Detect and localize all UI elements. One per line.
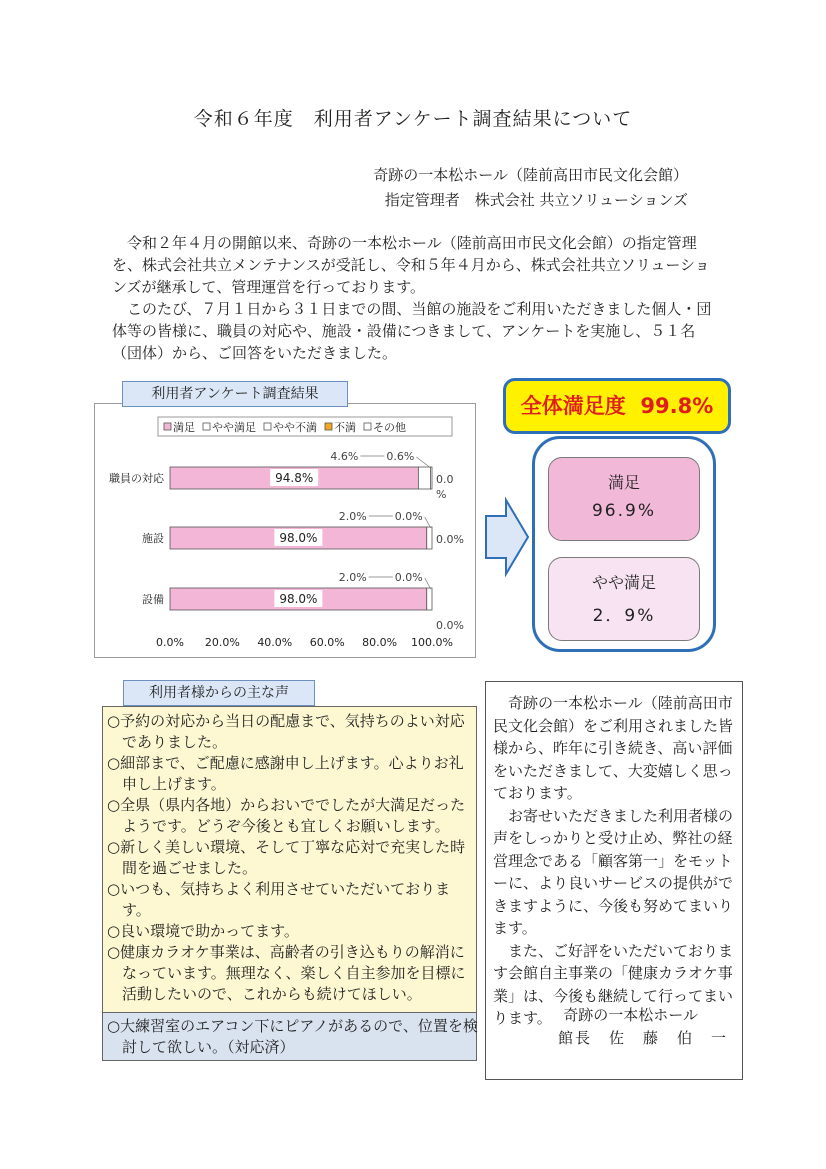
overall-satisfaction-badge — [503, 378, 731, 434]
page-title: 令和６年度 利用者アンケート調査結果について — [193, 108, 633, 130]
satisfied-box — [548, 457, 700, 541]
x-tick-label: 100.0% — [411, 636, 453, 649]
satisfied-label: 満足 — [607, 473, 640, 492]
x-tick-label: 0.0% — [156, 636, 184, 649]
data-label: 0.0% — [436, 533, 464, 546]
bar-segment — [427, 588, 432, 610]
data-label: 98.0% — [279, 592, 318, 606]
arrow-right-icon — [482, 496, 532, 578]
user-voices-label: 利用者様からの主な声 — [123, 680, 315, 706]
message-paragraph: お寄せいただきました利用者様の声をしっかりと受け止め、弊社の経営理念である「顧客第一」をモットーに、より良いサービスの提供ができますように、今後も努めてまいります。 — [493, 806, 734, 937]
chart-axis — [156, 636, 453, 649]
legend-label: 満足 — [173, 421, 195, 434]
data-label: 2.0% — [338, 571, 367, 584]
overall-label: 全体満足度 — [520, 394, 626, 418]
manager-message-box — [485, 681, 743, 1080]
satisfied-value: 96.9% — [591, 501, 656, 521]
x-tick-label: 40.0% — [257, 636, 293, 649]
manager-message — [493, 692, 739, 1030]
category-label: 施設 — [142, 532, 164, 545]
data-label: 94.8% — [275, 471, 314, 485]
legend-swatch — [264, 423, 271, 430]
bar-segment — [418, 467, 430, 489]
intro-text — [112, 232, 724, 364]
legend-swatch — [325, 423, 332, 430]
legend-swatch — [164, 423, 171, 430]
x-tick-label: 20.0% — [204, 636, 240, 649]
data-label: 0.0% — [394, 571, 423, 584]
legend-label: 不満 — [334, 421, 356, 434]
leader-line — [425, 517, 431, 528]
intro-paragraph: このたび、７月１日から３１日までの間、当館の施設をご利用いただきました個人・団体等の皆様に、職員の対応や、施設・設備につきまして、アンケートを実施し、５１名（団体）から、ご回答をいただきました。 — [112, 300, 712, 362]
data-label: 0.0% — [394, 510, 423, 523]
user-voices-box — [102, 706, 477, 1013]
designated-manager: 指定管理者 株式会社 共立ソリューションズ — [384, 191, 688, 209]
list-item: ○いつも、気持ちよく利用させていただいております。 — [107, 880, 451, 919]
user-voice-extra-box — [102, 1012, 477, 1061]
legend-swatch — [364, 423, 371, 430]
message-paragraph: また、ご好評をいただいております会館自主事業の「健康カラオケ事業」は、今後も継続して行ってまいります。 — [493, 941, 734, 1027]
leader-line — [425, 578, 431, 589]
data-label: % — [436, 488, 447, 501]
list-item: ○大練習室のエアコン下にピアノがあるので、位置を検討して欲しい。（対応済） — [107, 1017, 478, 1056]
legend-label: その他 — [373, 421, 406, 434]
user-voices-list — [107, 711, 473, 1005]
somewhat-satisfied-value: 2．9% — [592, 606, 656, 626]
data-label: 0.0 — [436, 473, 454, 486]
somewhat-satisfied-label: やや満足 — [591, 573, 656, 592]
legend-label: やや満足 — [212, 421, 256, 434]
list-item: ○細部まで、ご配慮に感謝申し上げます。心よりお礼申し上げます。 — [107, 754, 464, 793]
somewhat-satisfied-box — [548, 557, 700, 641]
data-label: 2.0% — [338, 510, 367, 523]
legend-label: やや不満 — [273, 421, 317, 434]
x-tick-label: 80.0% — [362, 636, 398, 649]
chart-section-label: 利用者アンケート調査結果 — [122, 381, 348, 407]
data-label: 4.6% — [330, 450, 359, 463]
list-item: ○良い環境で助かってます。 — [107, 922, 299, 940]
intro-paragraph: 令和２年４月の開館以来、奇跡の一本松ホール（陸前高田市民文化会館）の指定管理を、株式会社共立メンテナンスが受託し、令和５年４月から、株式会社共立ソリューションズが継承して、管理運営を行っております。 — [112, 234, 710, 296]
data-label: 0.6% — [386, 450, 415, 463]
list-item: ○新しく美しい環境、そして丁寧な応対で充実した時間を過ごせました。 — [107, 838, 466, 877]
data-label: 0.0% — [436, 619, 464, 632]
survey-chart — [94, 403, 474, 657]
chart-legend — [158, 417, 452, 436]
signature-hall: 奇跡の一本松ホール — [563, 1006, 698, 1024]
overall-value: 99.8% — [640, 394, 714, 418]
list-item: ○全県（県内各地）からおいででしたが大満足だったようです。どうぞ今後とも宜しくお願いします。 — [107, 796, 466, 835]
category-label: 職員の対応 — [109, 472, 164, 485]
signature-name: 館長 佐 藤 伯 一 — [557, 1029, 728, 1047]
leader-line — [416, 457, 430, 468]
data-label: 98.0% — [279, 531, 318, 545]
bar-segment — [427, 527, 432, 549]
bar-segment — [430, 467, 432, 489]
list-item: ○健康カラオケ事業は、高齢者の引き込もりの解消になっています。無理なく、楽しく自主参加を目標に活動したいので、これからも続けてほしい。 — [107, 943, 466, 1003]
legend-swatch — [203, 423, 210, 430]
satisfaction-panel — [532, 436, 716, 652]
organization-name: 奇跡の一本松ホール（陸前高田市民文化会館） — [373, 166, 688, 184]
list-item: ○予約の対応から当日の配慮まで、気持ちのよい対応でありました。 — [107, 712, 465, 751]
message-paragraph: 奇跡の一本松ホール（陸前高田市民文化会館）をご利用されました皆様から、昨年に引き続き、高い評価をいただきまして、大変嬉しく思っております。 — [493, 694, 734, 802]
x-tick-label: 60.0% — [309, 636, 345, 649]
category-label: 設備 — [142, 593, 164, 606]
